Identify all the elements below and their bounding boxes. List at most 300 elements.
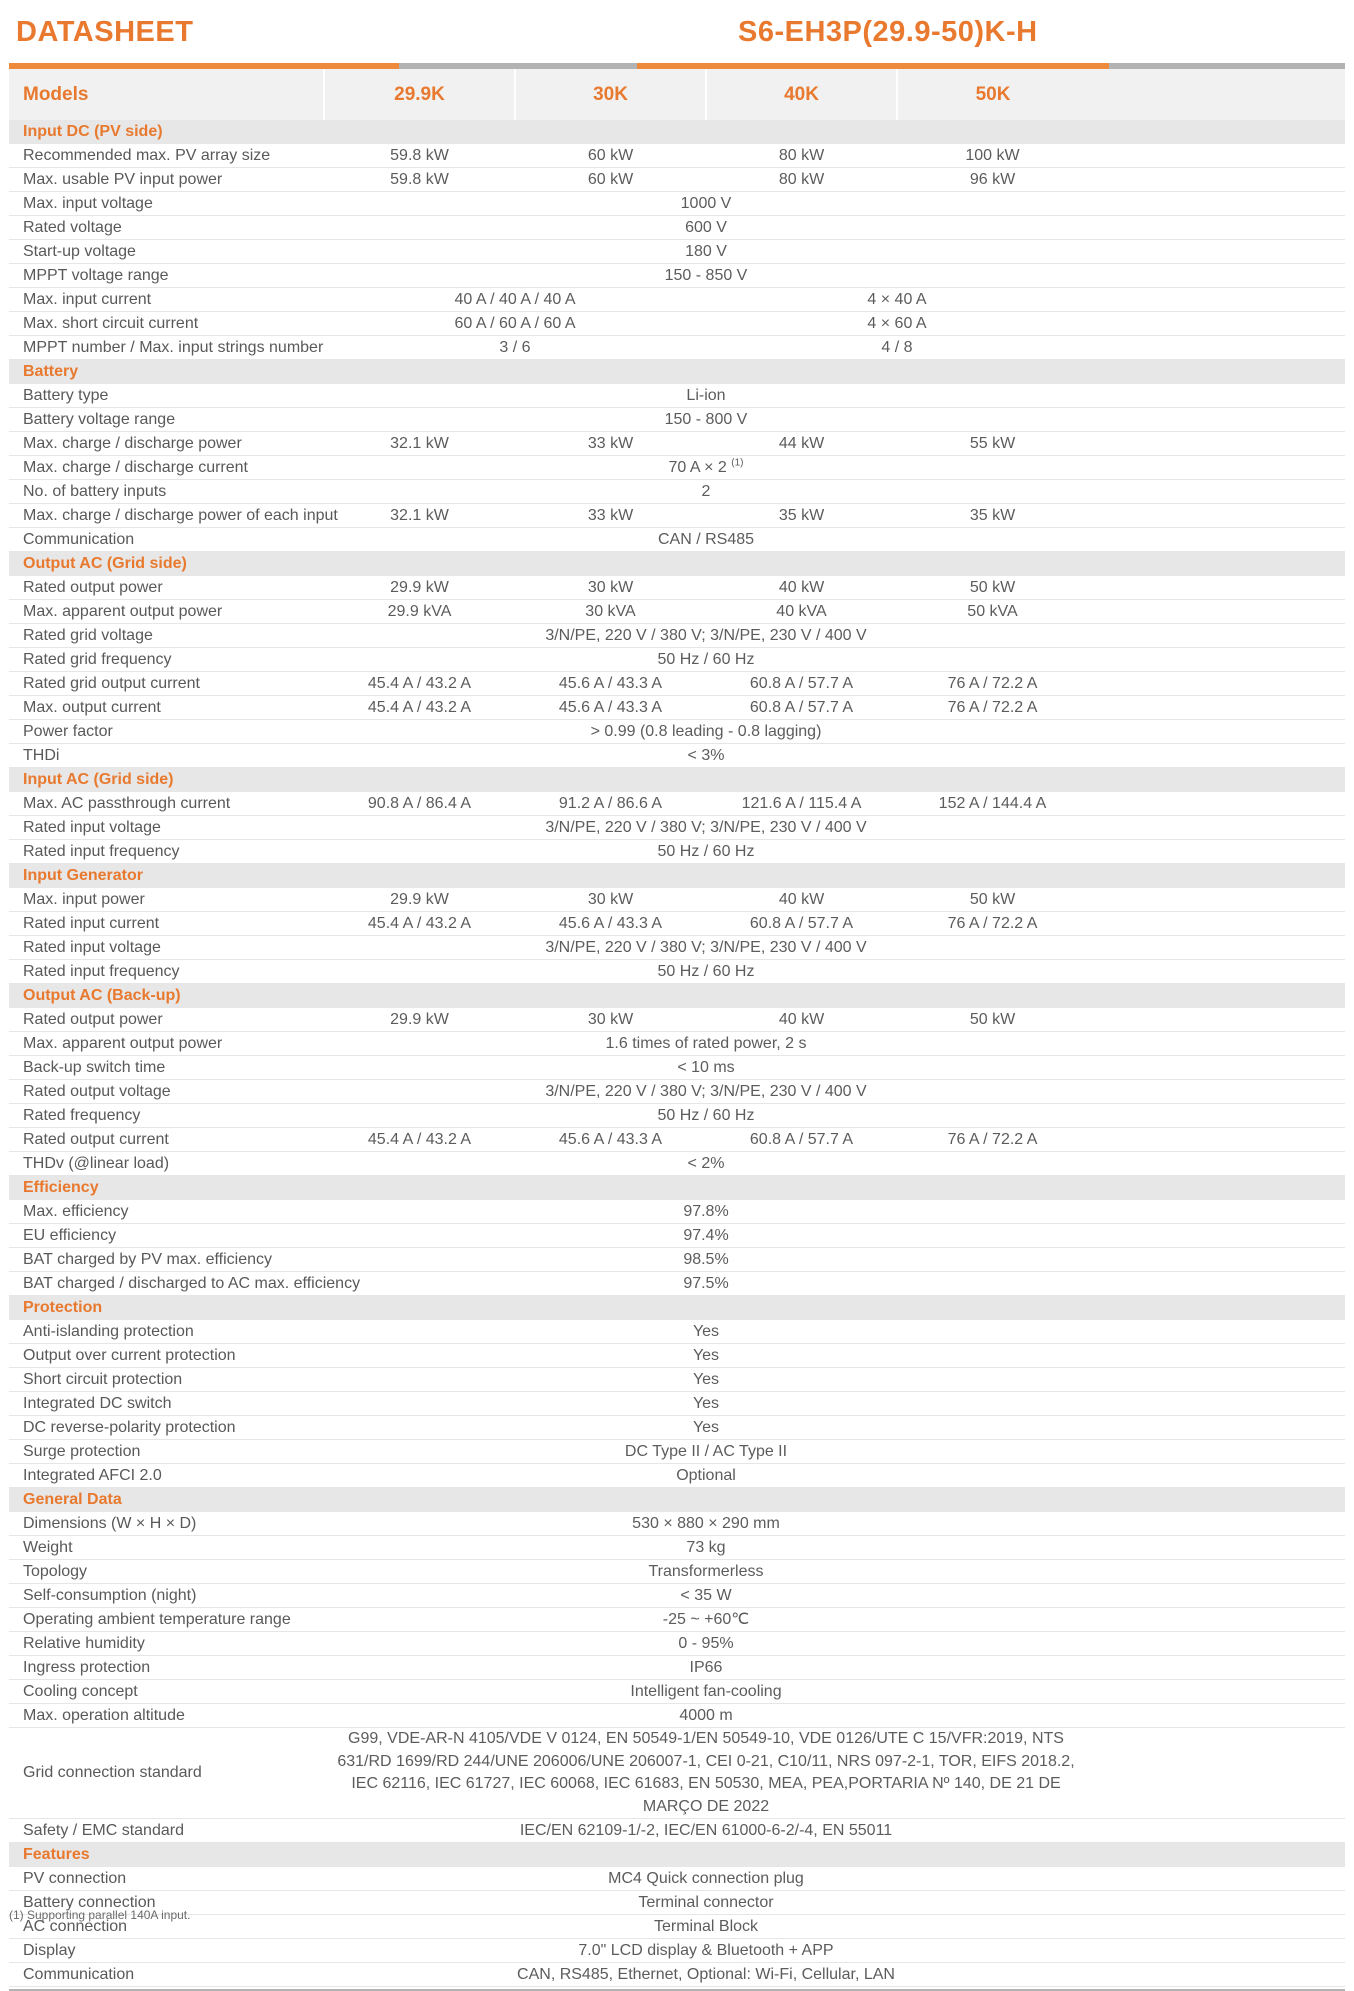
- spec-label: Operating ambient temperature range: [9, 1608, 324, 1632]
- spec-value: [897, 600, 1345, 624]
- spec-value: [324, 144, 515, 168]
- spec-label: Power factor: [9, 720, 324, 744]
- spec-value: [706, 168, 897, 192]
- spec-value: [324, 1891, 1345, 1915]
- spec-value: [897, 168, 1345, 192]
- spec-value: [324, 432, 515, 456]
- spec-label: Max. short circuit current: [9, 312, 324, 336]
- spec-value: [324, 1915, 1345, 1939]
- spec-row: [9, 312, 1345, 336]
- spec-value-text: 50 kVA: [967, 603, 1018, 620]
- spec-value-text: 50 kW: [969, 891, 1016, 908]
- spec-value-text: 30 kW: [587, 891, 634, 908]
- spec-value: [324, 840, 1345, 864]
- spec-value-text: Li-ion: [686, 387, 726, 404]
- spec-value: [324, 1056, 1345, 1080]
- spec-label: Max. apparent output power: [9, 1032, 324, 1056]
- spec-value: [324, 1819, 1345, 1843]
- spec-value: [515, 168, 706, 192]
- spec-label: Surge protection: [9, 1440, 324, 1464]
- spec-value: [324, 168, 515, 192]
- section-title: General Data: [9, 1488, 1345, 1512]
- spec-value: [706, 504, 897, 528]
- spec-row: [9, 624, 1345, 648]
- spec-value: [324, 216, 1345, 240]
- spec-value: [324, 336, 706, 360]
- footnote-marker: (1): [731, 457, 744, 469]
- spec-label: EU efficiency: [9, 1224, 324, 1248]
- spec-value-text: 3/N/PE, 220 V / 380 V; 3/N/PE, 230 V / 400 V: [545, 627, 867, 644]
- spec-value: [324, 1560, 1345, 1584]
- spec-value: [324, 696, 515, 720]
- spec-value-text: 45.4 A / 43.2 A: [367, 675, 472, 692]
- model-column-header: 30K: [515, 69, 706, 120]
- spec-row: [9, 1704, 1345, 1728]
- spec-value-text: 97.4%: [683, 1227, 729, 1244]
- spec-label: BAT charged by PV max. efficiency: [9, 1248, 324, 1272]
- spec-label: Cooling concept: [9, 1680, 324, 1704]
- spec-value-text: 76 A / 72.2 A: [947, 675, 1038, 692]
- spec-value-text: 180 V: [685, 243, 727, 260]
- spec-row: [9, 288, 1345, 312]
- spec-row: [9, 1963, 1345, 1987]
- spec-value-text: 90.8 A / 86.4 A: [367, 795, 472, 812]
- spec-value-text: Yes: [692, 1323, 720, 1340]
- spec-row: [9, 1891, 1345, 1915]
- spec-value: [324, 1680, 1345, 1704]
- spec-row: [9, 1464, 1345, 1488]
- spec-value-text: 60.8 A / 57.7 A: [749, 699, 854, 716]
- spec-value-text: 50 Hz / 60 Hz: [657, 651, 755, 668]
- spec-row: [9, 792, 1345, 816]
- spec-row: [9, 1344, 1345, 1368]
- spec-value: [324, 1632, 1345, 1656]
- section-title: Input DC (PV side): [9, 120, 1345, 144]
- spec-value: [324, 624, 1345, 648]
- spec-row: [9, 1939, 1345, 1963]
- section-title: Battery: [9, 360, 1345, 384]
- spec-value: [897, 144, 1345, 168]
- section-title: Output AC (Grid side): [9, 552, 1345, 576]
- spec-row: [9, 600, 1345, 624]
- spec-label: Back-up switch time: [9, 1056, 324, 1080]
- spec-label: THDi: [9, 744, 324, 768]
- spec-value-text: Transformerless: [648, 1563, 764, 1580]
- spec-label: Max. usable PV input power: [9, 168, 324, 192]
- spec-value: [324, 1536, 1345, 1560]
- spec-value-text: 29.9 kW: [390, 579, 449, 596]
- spec-value: [324, 1104, 1345, 1128]
- spec-value-text: 50 Hz / 60 Hz: [657, 1107, 755, 1124]
- datasheet-title: DATASHEET: [16, 16, 194, 48]
- spec-value-text: CAN, RS485, Ethernet, Optional: Wi-Fi, Cellular, LAN: [517, 1966, 895, 1983]
- spec-value: [324, 1224, 1345, 1248]
- spec-value-text: 29.9 kW: [390, 891, 449, 908]
- spec-value: [324, 1320, 1345, 1344]
- spec-value: [324, 1939, 1345, 1963]
- spec-value-text: DC Type II / AC Type II: [624, 1443, 788, 1460]
- spec-row: [9, 1440, 1345, 1464]
- spec-value-text: 3/N/PE, 220 V / 380 V; 3/N/PE, 230 V / 400 V: [545, 939, 867, 956]
- spec-value: [515, 1008, 706, 1032]
- spec-value-text: 98.5%: [683, 1251, 729, 1268]
- spec-value-text: < 35 W: [680, 1587, 732, 1604]
- spec-value-text: 29.9 kW: [390, 1011, 449, 1028]
- spec-row: [9, 504, 1345, 528]
- spec-value: [324, 1080, 1345, 1104]
- spec-value-text: 70 A × 2: [668, 459, 727, 476]
- spec-value: [515, 432, 706, 456]
- spec-value-text: 60 kW: [587, 147, 634, 164]
- spec-value: [324, 1392, 1345, 1416]
- spec-value: [706, 312, 1345, 336]
- spec-row: [9, 1104, 1345, 1128]
- spec-label: Rated input frequency: [9, 840, 324, 864]
- spec-value-text: 30 kW: [587, 579, 634, 596]
- spec-value-text: -25 ~ +60℃: [662, 1611, 750, 1628]
- spec-value: [515, 600, 706, 624]
- spec-label: Max. input voltage: [9, 192, 324, 216]
- spec-value: [515, 672, 706, 696]
- spec-row: [9, 168, 1345, 192]
- spec-value: [324, 1152, 1345, 1176]
- spec-row: [9, 1584, 1345, 1608]
- spec-value-text: < 2%: [687, 1155, 725, 1172]
- spec-row: [9, 1392, 1345, 1416]
- spec-row: [9, 816, 1345, 840]
- spec-row: [9, 1915, 1345, 1939]
- section-header: [9, 1843, 1345, 1867]
- spec-value-text: 152 A / 144.4 A: [938, 795, 1047, 812]
- model-column-header: 29.9K: [324, 69, 515, 120]
- spec-value-text: 4 × 40 A: [867, 291, 927, 308]
- spec-value-text: 35 kW: [969, 507, 1016, 524]
- spec-value: [324, 1032, 1345, 1056]
- spec-value: [706, 288, 1345, 312]
- spec-value-text: IP66: [689, 1659, 723, 1676]
- spec-value: [324, 888, 515, 912]
- spec-row: [9, 1867, 1345, 1891]
- spec-row: [9, 1152, 1345, 1176]
- spec-label: Rated output voltage: [9, 1080, 324, 1104]
- spec-label: Dimensions (W × H × D): [9, 1512, 324, 1536]
- spec-value: [324, 528, 1345, 552]
- spec-label: Rated frequency: [9, 1104, 324, 1128]
- spec-row: [9, 576, 1345, 600]
- spec-value: [897, 1128, 1345, 1152]
- spec-value-text: 2: [701, 483, 711, 500]
- spec-row: [9, 192, 1345, 216]
- spec-label: Rated output power: [9, 1008, 324, 1032]
- spec-value: [324, 504, 515, 528]
- spec-row: [9, 1416, 1345, 1440]
- section-title: Efficiency: [9, 1176, 1345, 1200]
- spec-label: Weight: [9, 1536, 324, 1560]
- spec-value-text: 55 kW: [969, 435, 1016, 452]
- spec-value-text: Yes: [692, 1347, 720, 1364]
- spec-value-text: 80 kW: [778, 147, 825, 164]
- spec-value: [324, 1512, 1345, 1536]
- spec-label: Max. charge / discharge power of each input: [9, 504, 324, 528]
- spec-row: [9, 1224, 1345, 1248]
- spec-value: [897, 432, 1345, 456]
- spec-row: [9, 1680, 1345, 1704]
- spec-row: [9, 744, 1345, 768]
- spec-value-text: 45.6 A / 43.3 A: [558, 915, 663, 932]
- section-header: [9, 120, 1345, 144]
- section-title: Input Generator: [9, 864, 1345, 888]
- spec-value: [897, 792, 1345, 816]
- spec-label: Ingress protection: [9, 1656, 324, 1680]
- spec-label: Rated output current: [9, 1128, 324, 1152]
- spec-value-text: 100 kW: [965, 147, 1020, 164]
- spec-row: [9, 1128, 1345, 1152]
- spec-label: Output over current protection: [9, 1344, 324, 1368]
- spec-label: Anti-islanding protection: [9, 1320, 324, 1344]
- spec-row: [9, 240, 1345, 264]
- section-title: Output AC (Back-up): [9, 984, 1345, 1008]
- spec-label: Grid connection standard: [9, 1728, 324, 1819]
- datasheet-header: [0, 0, 1354, 70]
- spec-value: [706, 336, 1345, 360]
- spec-label: Max. efficiency: [9, 1200, 324, 1224]
- spec-label: Integrated AFCI 2.0: [9, 1464, 324, 1488]
- spec-value: [897, 888, 1345, 912]
- spec-value-text: 40 kVA: [776, 603, 827, 620]
- models-label: Models: [9, 69, 324, 120]
- spec-row: [9, 960, 1345, 984]
- spec-row: [9, 528, 1345, 552]
- spec-value: [324, 1584, 1345, 1608]
- spec-value: [706, 696, 897, 720]
- spec-row: [9, 1080, 1345, 1104]
- spec-value-text: 40 kW: [778, 891, 825, 908]
- spec-label: Battery type: [9, 384, 324, 408]
- spec-value-text: 33 kW: [587, 435, 634, 452]
- spec-value-text: 60 kW: [587, 171, 634, 188]
- spec-value: [706, 576, 897, 600]
- spec-value-text: 121.6 A / 115.4 A: [741, 795, 862, 812]
- spec-row: [9, 1200, 1345, 1224]
- spec-value-text: 35 kW: [778, 507, 825, 524]
- spec-row: [9, 1248, 1345, 1272]
- spec-value-text: 50 Hz / 60 Hz: [657, 963, 755, 980]
- spec-value-text: Optional: [676, 1467, 736, 1484]
- spec-value-text: 73 kg: [686, 1539, 726, 1556]
- spec-value-text: 40 kW: [778, 1011, 825, 1028]
- spec-row: [9, 1608, 1345, 1632]
- spec-row: [9, 1536, 1345, 1560]
- spec-value-text: 33 kW: [587, 507, 634, 524]
- section-title: Features: [9, 1843, 1345, 1867]
- section-header: [9, 864, 1345, 888]
- spec-value: [324, 480, 1345, 504]
- spec-value: [515, 888, 706, 912]
- spec-value-text: 40 A / 40 A / 40 A: [454, 291, 576, 308]
- spec-value-text: 60 A / 60 A / 60 A: [454, 315, 576, 332]
- spec-value: [324, 576, 515, 600]
- product-model-title: S6-EH3P(29.9-50)K-H: [738, 16, 1038, 48]
- spec-value: [324, 936, 1345, 960]
- spec-value: [324, 1728, 1345, 1819]
- spec-value: [324, 1656, 1345, 1680]
- spec-value-text: Intelligent fan-cooling: [630, 1683, 782, 1700]
- spec-label: Communication: [9, 1963, 324, 1987]
- spec-value: [324, 1440, 1345, 1464]
- spec-value: [324, 1248, 1345, 1272]
- spec-value-text: < 10 ms: [677, 1059, 735, 1076]
- spec-row: [9, 408, 1345, 432]
- spec-value-text: 50 kW: [969, 579, 1016, 596]
- spec-value-text: CAN / RS485: [657, 531, 755, 548]
- spec-value: [324, 1200, 1345, 1224]
- spec-label: Max. operation altitude: [9, 1704, 324, 1728]
- model-column-header: 50K: [897, 69, 1345, 120]
- spec-value-text: Yes: [692, 1371, 720, 1388]
- section-header: [9, 552, 1345, 576]
- spec-value: [324, 1344, 1345, 1368]
- spec-value-text: 76 A / 72.2 A: [947, 1131, 1038, 1148]
- spec-value: [515, 696, 706, 720]
- section-header: [9, 1176, 1345, 1200]
- spec-value-text: 30 kVA: [585, 603, 636, 620]
- spec-table: [9, 69, 1345, 1987]
- spec-label: BAT charged / discharged to AC max. efficiency: [9, 1272, 324, 1296]
- spec-value-text: < 3%: [687, 747, 725, 764]
- spec-label: Max. apparent output power: [9, 600, 324, 624]
- models-row: [9, 69, 1345, 120]
- spec-label: Topology: [9, 1560, 324, 1584]
- spec-value-text: 50 Hz / 60 Hz: [657, 843, 755, 860]
- spec-value: [324, 1128, 515, 1152]
- spec-label: AC connection: [9, 1915, 324, 1939]
- spec-value: [897, 912, 1345, 936]
- spec-label: Rated grid output current: [9, 672, 324, 696]
- spec-value: [324, 672, 515, 696]
- spec-value-text: 7.0" LCD display & Bluetooth + APP: [578, 1942, 834, 1959]
- spec-value: [324, 648, 1345, 672]
- spec-value-text: 45.4 A / 43.2 A: [367, 1131, 472, 1148]
- spec-row: [9, 1008, 1345, 1032]
- spec-value: [324, 912, 515, 936]
- spec-value: [515, 504, 706, 528]
- spec-row: [9, 840, 1345, 864]
- spec-value: [706, 912, 897, 936]
- spec-value: [515, 1128, 706, 1152]
- spec-value-text: 1.6 times of rated power, 2 s: [605, 1035, 807, 1052]
- spec-label: Max. charge / discharge power: [9, 432, 324, 456]
- spec-value: [706, 792, 897, 816]
- spec-value: [324, 1608, 1345, 1632]
- spec-value-text: 29.9 kVA: [387, 603, 452, 620]
- spec-row: [9, 1819, 1345, 1843]
- spec-value-text: Terminal Block: [653, 1918, 759, 1935]
- spec-row: [9, 432, 1345, 456]
- spec-value-text: 59.8 kW: [390, 171, 449, 188]
- spec-value-text: 91.2 A / 86.6 A: [558, 795, 663, 812]
- spec-label: Battery voltage range: [9, 408, 324, 432]
- spec-value: [515, 792, 706, 816]
- spec-value: [324, 960, 1345, 984]
- spec-value: [324, 1464, 1345, 1488]
- spec-value-text: 1000 V: [680, 195, 732, 212]
- spec-label: Max. charge / discharge current: [9, 456, 324, 480]
- section-title: Protection: [9, 1296, 1345, 1320]
- spec-value: [324, 1008, 515, 1032]
- spec-value-text: 150 - 800 V: [664, 411, 748, 428]
- spec-label: Safety / EMC standard: [9, 1819, 324, 1843]
- spec-value-text: 3/N/PE, 220 V / 380 V; 3/N/PE, 230 V / 400 V: [545, 819, 867, 836]
- spec-value-text: 97.8%: [683, 1203, 729, 1220]
- spec-label: Max. input current: [9, 288, 324, 312]
- spec-value-text: 150 - 850 V: [664, 267, 748, 284]
- spec-value-text: IEC/EN 62109-1/-2, IEC/EN 61000-6-2/-4, EN 55011: [519, 1822, 893, 1839]
- spec-value-text: 60.8 A / 57.7 A: [749, 915, 854, 932]
- spec-value: [324, 1704, 1345, 1728]
- spec-value: [324, 744, 1345, 768]
- spec-value-text: 60.8 A / 57.7 A: [749, 675, 854, 692]
- spec-label: Integrated DC switch: [9, 1392, 324, 1416]
- spec-label: Self-consumption (night): [9, 1584, 324, 1608]
- spec-value-text: Yes: [692, 1419, 720, 1436]
- spec-value: [324, 792, 515, 816]
- spec-label: Rated input voltage: [9, 816, 324, 840]
- spec-label: Rated output power: [9, 576, 324, 600]
- spec-value-text: 45.4 A / 43.2 A: [367, 915, 472, 932]
- spec-value: [324, 720, 1345, 744]
- spec-label: Start-up voltage: [9, 240, 324, 264]
- spec-value: [324, 408, 1345, 432]
- section-header: [9, 360, 1345, 384]
- spec-label: Relative humidity: [9, 1632, 324, 1656]
- spec-value: [706, 600, 897, 624]
- spec-value-text: 76 A / 72.2 A: [947, 915, 1038, 932]
- spec-value-text: 3/N/PE, 220 V / 380 V; 3/N/PE, 230 V / 400 V: [545, 1083, 867, 1100]
- spec-value-text: 45.6 A / 43.3 A: [558, 1131, 663, 1148]
- spec-row: [9, 648, 1345, 672]
- spec-row: [9, 696, 1345, 720]
- spec-label: Battery connection: [9, 1891, 324, 1915]
- spec-value: [897, 696, 1345, 720]
- spec-row: [9, 1632, 1345, 1656]
- spec-value: [897, 672, 1345, 696]
- spec-row: [9, 1272, 1345, 1296]
- spec-value-text: 32.1 kW: [390, 507, 449, 524]
- spec-value-text: 32.1 kW: [390, 435, 449, 452]
- spec-row: [9, 216, 1345, 240]
- spec-label: Communication: [9, 528, 324, 552]
- spec-row: [9, 144, 1345, 168]
- spec-value: [706, 1128, 897, 1152]
- spec-row: [9, 1320, 1345, 1344]
- spec-value-text: 45.6 A / 43.3 A: [558, 675, 663, 692]
- spec-value: [324, 240, 1345, 264]
- spec-label: Max. input power: [9, 888, 324, 912]
- spec-value: [324, 1416, 1345, 1440]
- spec-label: PV connection: [9, 1867, 324, 1891]
- spec-value: [706, 432, 897, 456]
- spec-value-text: 45.6 A / 43.3 A: [558, 699, 663, 716]
- spec-label: MPPT number / Max. input strings number: [9, 336, 324, 360]
- spec-value-text: 530 × 880 × 290 mm: [632, 1515, 780, 1532]
- model-column-header: 40K: [706, 69, 897, 120]
- spec-value: [324, 456, 1345, 480]
- spec-value-text: MC4 Quick connection plug: [608, 1870, 804, 1887]
- spec-value: [897, 576, 1345, 600]
- spec-value: [897, 504, 1345, 528]
- spec-label: DC reverse-polarity protection: [9, 1416, 324, 1440]
- spec-label: Rated input current: [9, 912, 324, 936]
